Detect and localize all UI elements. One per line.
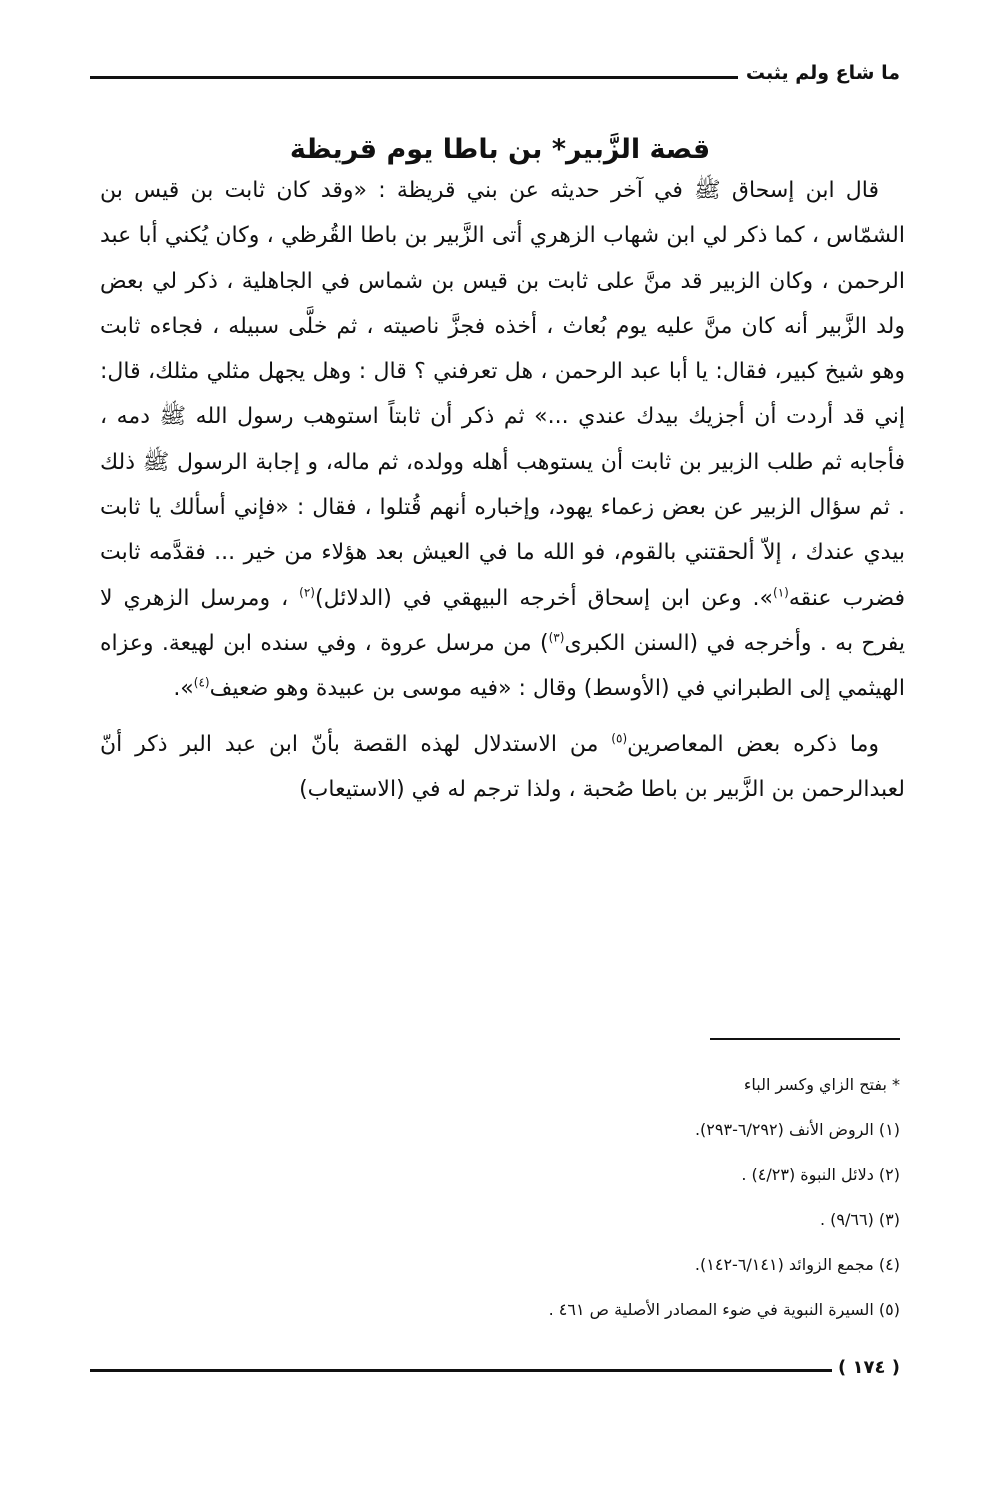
footer-rule [90, 1369, 832, 1372]
footnote-ref-5: (٥) [611, 731, 628, 746]
footnote-separator [710, 1038, 900, 1040]
page-number: ( ١٧٤ ) [838, 1356, 900, 1378]
body-text [100, 168, 905, 812]
footnote-5: (٥) السيرة النبوية في ضوء المصادر الأصلية ص ٤٦١ . [548, 1300, 900, 1319]
paragraph-1-text-2: ». وعن ابن إسحاق أخرجه البيهقي في (الدلائل) [314, 585, 774, 611]
footnote-star: * بفتح الزاي وكسر الباء [743, 1075, 900, 1094]
footnote-4: (٤) مجمع الزوائد (٦/١٤١-١٤٢). [694, 1255, 900, 1274]
paragraph-2-text-2: من الاستدلال لهذه القصة بأنّ ابن عبد البر ذكر أنّ لعبدالرحمن بن الزَّبير بن باطا صُحبة ، ولذا ترجم له في (الاستيعاب) [100, 731, 905, 802]
running-title: ما شاع ولم يثبت [745, 62, 900, 84]
paragraph-1 [100, 168, 905, 712]
paragraph-1-text-3: ، ومرسل الزهري لا يفرح به . وأخرجه في (السنن الكبرى [100, 585, 905, 656]
section-title: قصة الزَّبير* بن باطا يوم قريظة [289, 134, 711, 166]
paragraph-1-text-4: ) من مرسل عروة ، وفي سنده ابن لهيعة. وعزاه الهيثمي إلى الطبراني في (الأوسط) وقال : «فيه موسى بن عبيدة وهو ضعيف [100, 630, 905, 702]
footnote-ref-2: (٢) [299, 585, 315, 600]
page-footer [90, 1352, 900, 1382]
footnote-ref-4: (٤) [193, 675, 210, 690]
paragraph-2-text-1: وما ذكره بعض المعاصرين [627, 731, 879, 757]
footnote-2: (٢) دلائل النبوة (٤/٢٣) . [741, 1165, 900, 1184]
footnote-3: (٣) (٩/٦٦) . [819, 1210, 900, 1229]
header-rule [90, 76, 738, 79]
footnote-ref-3: (٣) [548, 630, 565, 645]
footnote-ref-1: (١) [773, 585, 789, 600]
paragraph-1-text-1: قال ابن إسحاق ﷺ في آخر حديثه عن بني قريظة : «وقد كان ثابت بن قيس بن الشمّاس ، كما ذكر لي ابن شهاب الزهري أتى الزَّبير بن باطا القُرظي ، وكان يُكني أبا عبد الرحمن ، وكان الزبير قد منَّ على ثابت بن قيس بن شماس في الجاهلية ، ذكر لي بعض ولد الزَّبير أنه كان منَّ عليه يوم بُعاث ، أخذه فجزَّ ناصيته ، ثم خلَّى سبيله ، فجاءه ثابت وهو شيخ كبير، فقال: يا أبا عبد الرحمن ، هل تعرفني ؟ قال : وهل يجهل مثلي مثلك، قال: إني قد أردت أن أجزيك بيدك عندي ...» ثم ذكر أن ثابتاً استوهب رسول الله ﷺ دمه ، فأجابه ثم طلب الزبير بن ثابت أن يستوهب أهله وولده، ثم ماله، و إجابة الرسول ﷺ ذلك . ثم سؤال الزبير عن بعض زعماء يهود، وإخباره أنهم قُتلوا ، فقال : «فإني أسألك يا ثابت بيدي عندك ، إلاّ ألحقتني بالقوم، فو الله ما في العيش بعد هؤلاء من خير ... فقدَّمه ثابت فضرب عنقه [100, 178, 905, 611]
running-header [90, 58, 900, 88]
paragraph-1-text-5: ». [173, 676, 194, 702]
footnote-1: (١) الروض الأنف (٦/٢٩٢-٢٩٣). [694, 1120, 900, 1139]
paragraph-2 [100, 722, 905, 813]
footnotes [90, 1062, 900, 1332]
